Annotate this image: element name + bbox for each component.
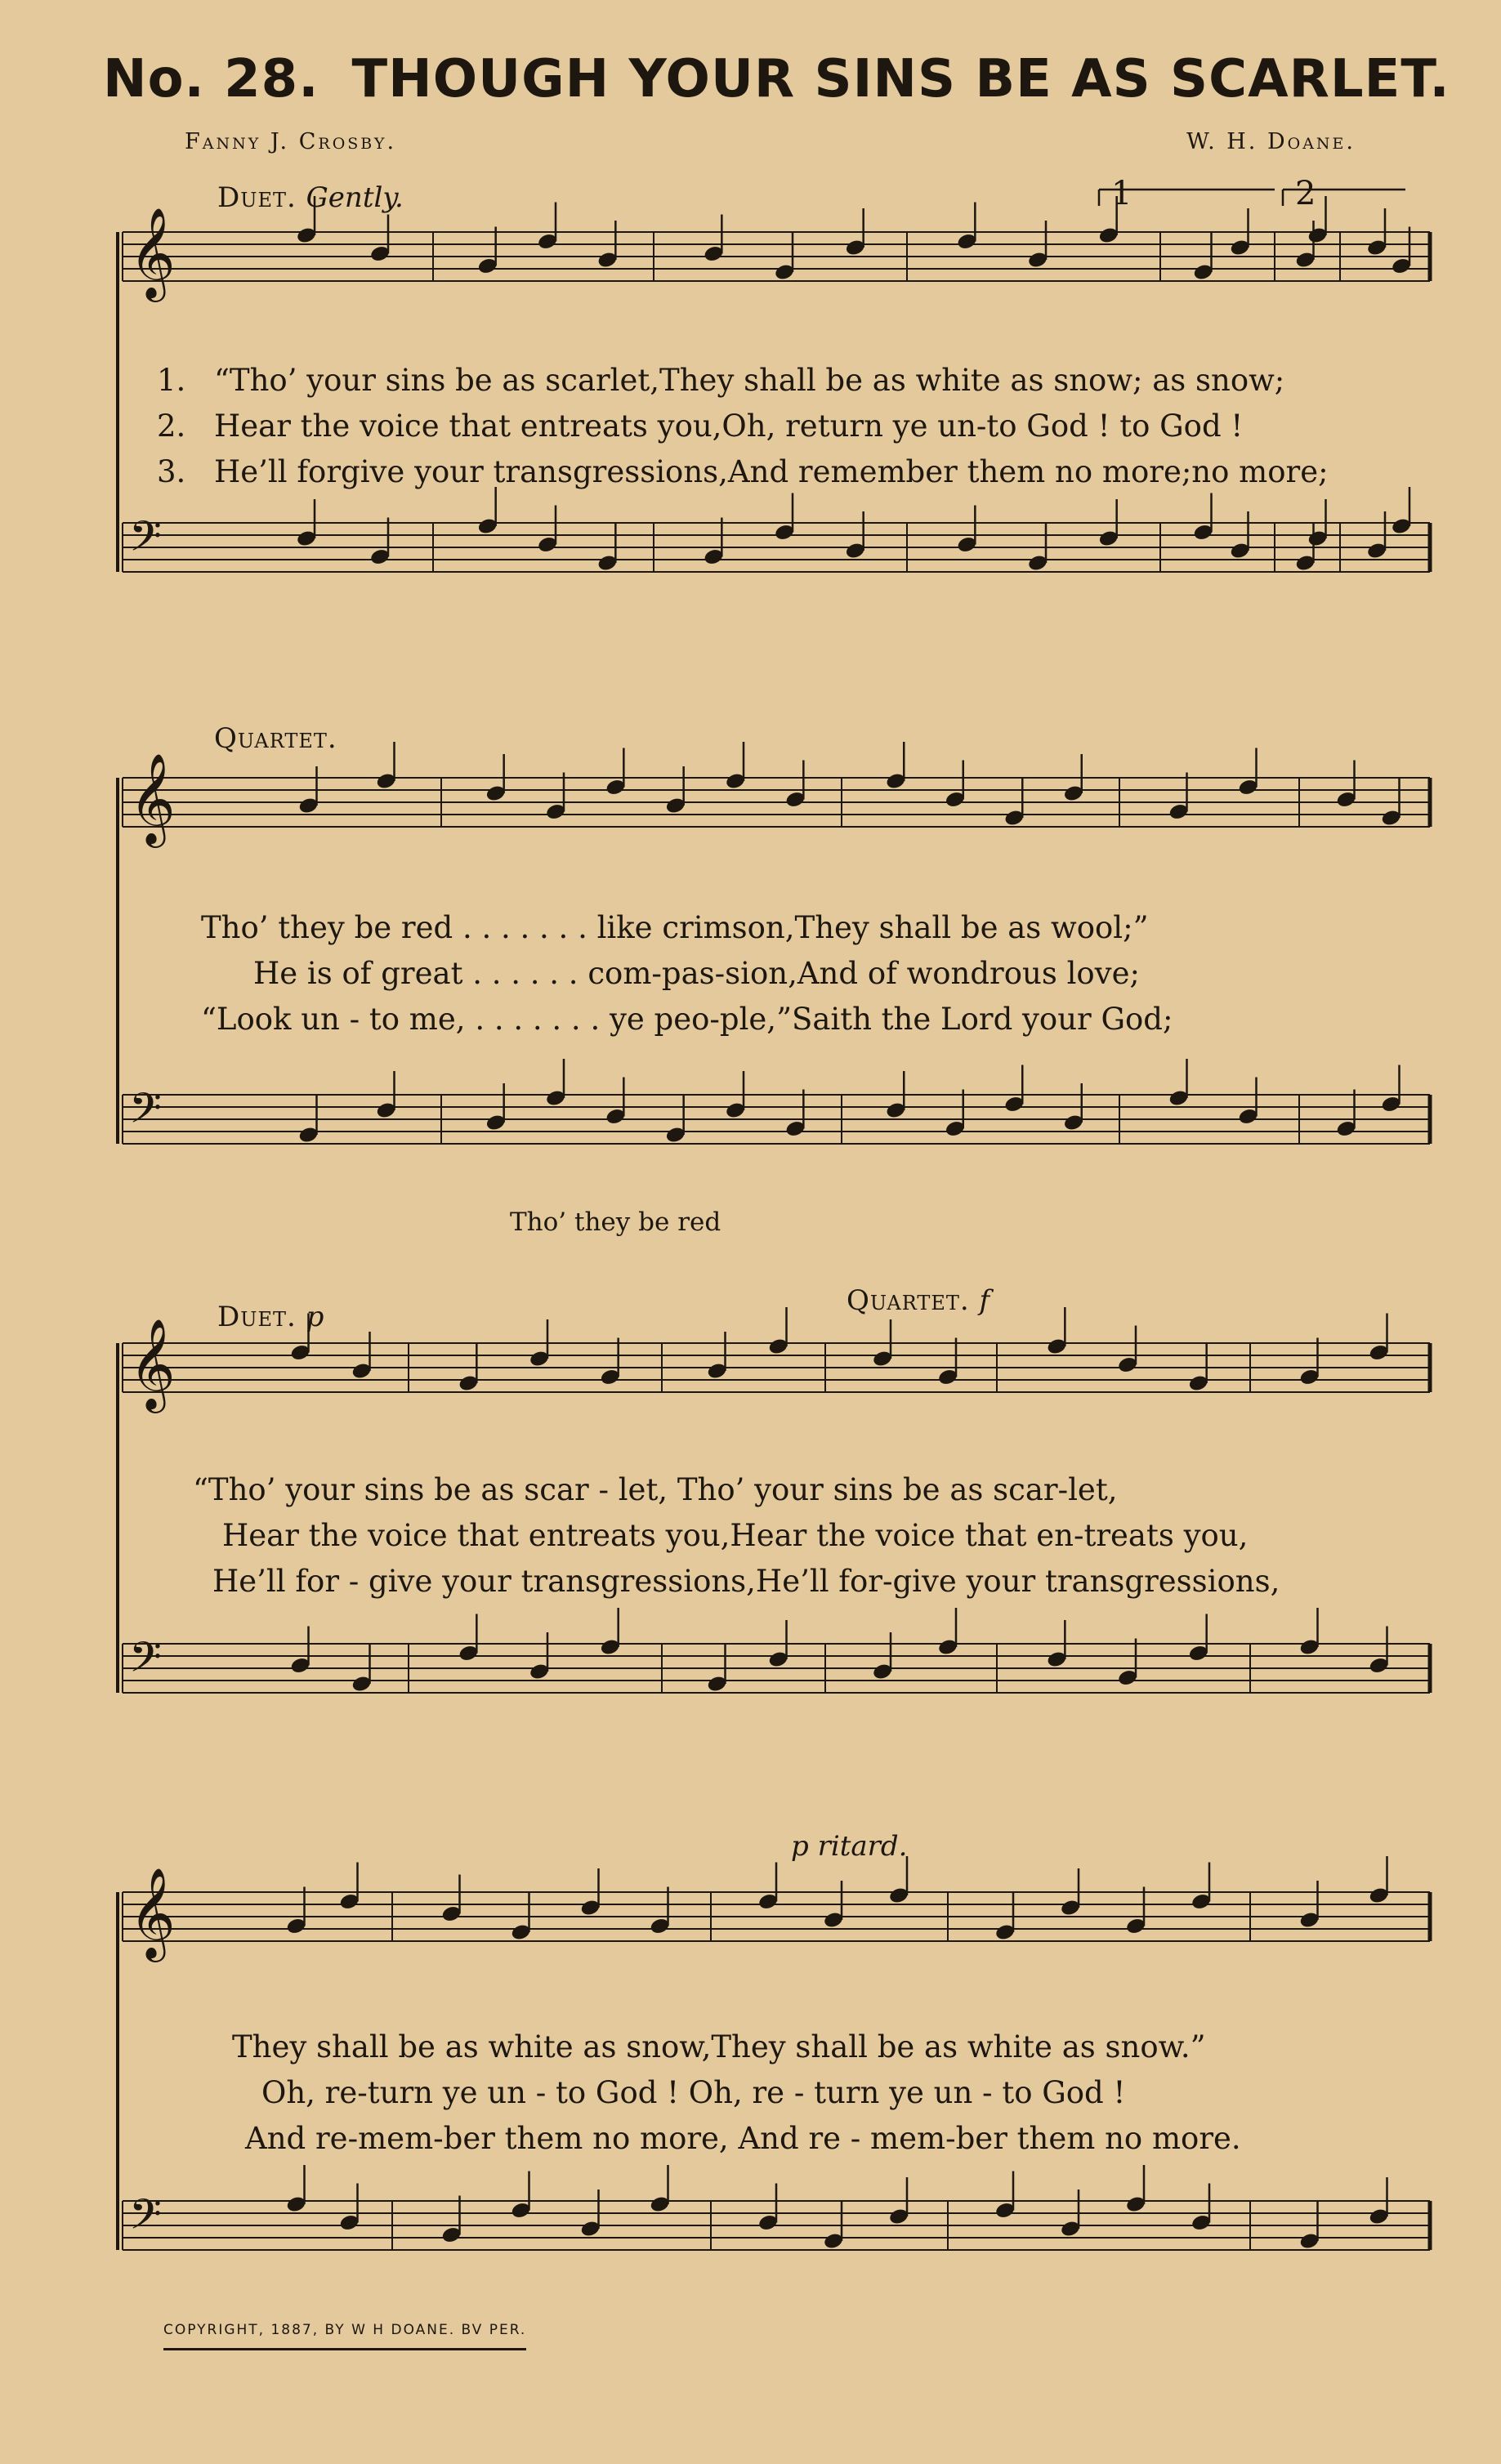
verse-line: Hear the voice that entreats you,Hear the voice that en-treats you, <box>222 1518 1249 1553</box>
verse-line: He is of great . . . . . . com-pas-sion,And of wondrous love; <box>253 956 1140 991</box>
system-3-lyrics <box>193 1467 1280 1605</box>
hymn-number: No. 28. <box>103 49 319 109</box>
system-2-marking: Quartet. <box>214 722 337 755</box>
treble-clef-icon: 𝄞 <box>129 1318 176 1409</box>
system-4-lyrics <box>232 2024 1241 2162</box>
system-1-marking: Duet. Gently. <box>217 181 404 214</box>
hymn-title: THOUGH YOUR SINS BE AS SCARLET. <box>351 49 1450 109</box>
bass-clef-icon: 𝄢 <box>129 1083 162 1143</box>
verse-line: “Tho’ your sins be as scar - let, Tho’ your sins be as scar-let, <box>193 1472 1118 1507</box>
system-1-lyrics <box>157 358 1329 495</box>
bass-clef-icon: 𝄢 <box>129 511 162 571</box>
verse-line: And re-mem-ber them no more, And re - mem-ber them no more. <box>245 2121 1241 2156</box>
treble-clef-icon: 𝄞 <box>129 207 176 298</box>
copyright-notice: COPYRIGHT, 1887, BY W H DOANE. BV PER. <box>163 2322 526 2350</box>
system-4-marking: p ritard. <box>791 1830 908 1863</box>
system-3-marking: Duet. p <box>217 1301 324 1333</box>
verse-line: 2. Hear the voice that entreats you,Oh, return ye un-to God ! to God ! <box>157 408 1244 444</box>
system-2-lyrics <box>201 905 1173 1042</box>
system-3-marking-2: Quartet. f <box>847 1284 990 1317</box>
treble-clef-icon: 𝄞 <box>129 1867 176 1958</box>
verse-line: Oh, re-turn ye un - to God ! Oh, re - turn ye un - to God ! <box>261 2075 1126 2110</box>
verse-line: Tho’ they be red . . . . . . . like crimson,They shall be as wool;” <box>201 910 1149 945</box>
composer-credit: W. H. Doane. <box>1186 129 1356 154</box>
ending-2-label: 2 <box>1295 175 1317 212</box>
verse-line: He’ll for - give your transgressions,He’ll for-give your transgressions, <box>212 1564 1280 1599</box>
bass-clef-icon: 𝄢 <box>129 1632 162 1692</box>
verse-line: 1. “Tho’ your sins be as scarlet,They shall be as white as snow; as snow; <box>157 363 1285 398</box>
verse-line: 3. He’ll forgive your transgressions,And remember them no more;no more; <box>157 454 1329 489</box>
verse-line: “Look un - to me, . . . . . . . ye peo-ple,”Saith the Lord your God; <box>201 1002 1173 1037</box>
ending-1-label: 1 <box>1111 175 1133 212</box>
verse-line: They shall be as white as snow,They shall be as white as snow.” <box>232 2029 1206 2064</box>
system-2-under-text: Tho’ they be red <box>510 1207 721 1237</box>
bass-clef-icon: 𝄢 <box>129 2189 162 2249</box>
lyricist-credit: Fanny J. Crosby. <box>185 129 397 154</box>
treble-clef-icon: 𝄞 <box>129 752 176 844</box>
